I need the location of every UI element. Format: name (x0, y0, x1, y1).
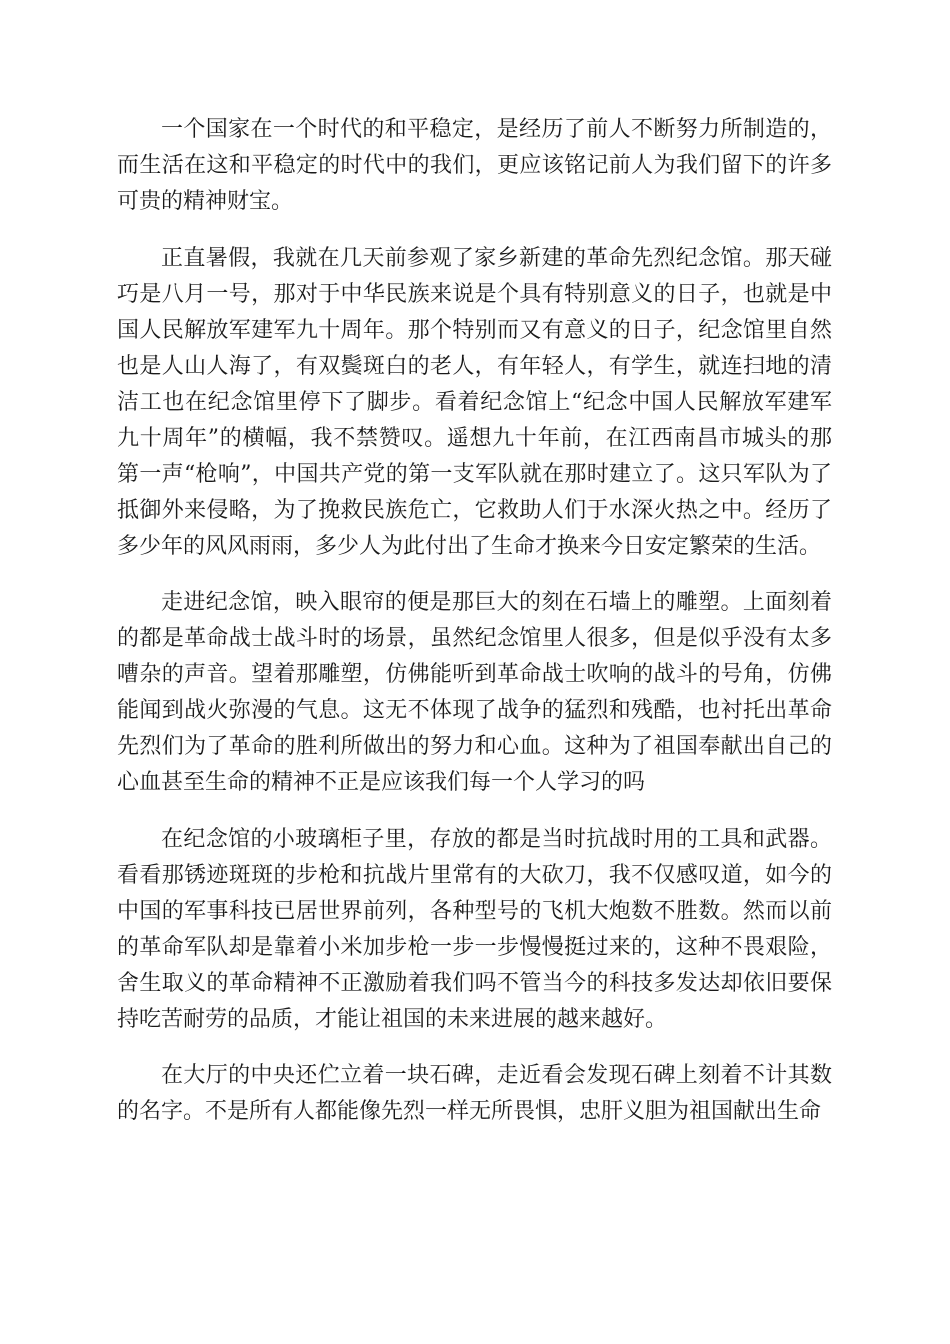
document-body (117, 112, 832, 1130)
paragraph-2: 正直暑假，我就在几天前参观了家乡新建的革命先烈纪念馆。那天碰巧是八月一号，那对于中华民族来说是个具有特别意义的日子，也就是中国人民解放军建军九十周年。那个特别而又有意义的日子，纪念馆里自然也是人山人海了，有双鬓斑白的老人，有年轻人，有学生，就连扫地的清洁工也在纪念馆里停下了脚步。看着纪念馆上“纪念中国人民解放军建军九十周年”的横幅，我不禁赞叹。遥想九十年前，在江西南昌市城头的那第一声“枪响”，中国共产党的第一支军队就在那时建立了。这只军队为了抵御外来侵略，为了挽救民族危亡，它救助人们于水深火热之中。经历了多少年的风风雨雨，多少人为此付出了生命才换来今日安定繁荣的生活。 (117, 246, 832, 559)
paragraph-4: 在纪念馆的小玻璃柜子里，存放的都是当时抗战时用的工具和武器。看看那锈迹斑斑的步枪和抗战片里常有的大砍刀，我不仅感叹道，如今的中国的军事科技已居世界前列，各种型号的飞机大炮数不胜数。然而以前的革命军队却是靠着小米加步枪一步一步慢慢挺过来的，这种不畏艰险，舍生取义的革命精神不正激励着我们吗不管当今的科技多发达却依旧要保持吃苦耐劳的品质，才能让祖国的未来进展的越来越好。 (117, 827, 832, 1032)
paragraph-1: 一个国家在一个时代的和平稳定，是经历了前人不断努力所制造的，而生活在这和平稳定的时代中的我们，更应该铭记前人为我们留下的许多可贵的精神财宝。 (117, 117, 832, 214)
paragraph-5: 在大厅的中央还伫立着一块石碑，走近看会发现石碑上刻着不计其数的名字。不是所有人都能像先烈一样无所畏惧，忠肝义胆为祖国献出生命 (117, 1063, 832, 1124)
paragraph-3: 走进纪念馆，映入眼帘的便是那巨大的刻在石墙上的雕塑。上面刻着的都是革命战士战斗时的场景，虽然纪念馆里人很多，但是似乎没有太多嘈杂的声音。望着那雕塑，仿佛能听到革命战士吹响的战斗的号角，仿佛能闻到战火弥漫的气息。这无不体现了战争的猛烈和残酷，也衬托出革命先烈们为了革命的胜利所做出的努力和心血。这种为了祖国奉献出自己的心血甚至生命的精神不正是应该我们每一个人学习的吗 (117, 590, 832, 795)
